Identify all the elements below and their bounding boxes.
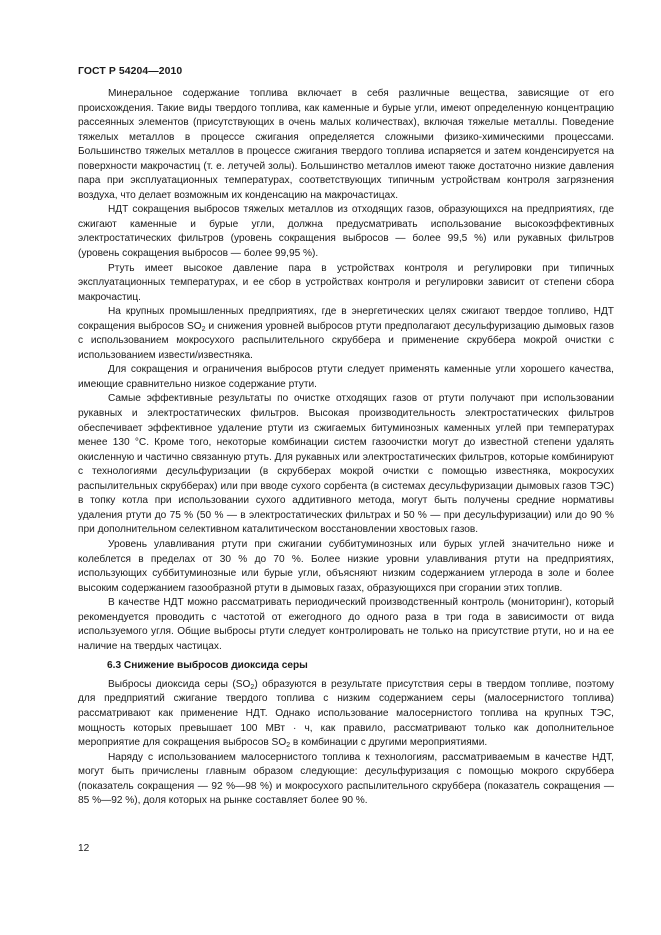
text-run: ) образуются в результате присутствия серы в твердом топливе, поэтому для предприятий сжигание твердого топлива с низким содержанием серы (малосернистого топлива) рассматривают как применение НДТ. Однако использование малосернистого топлива на крупных ТЭС, мощность которых превышает 100 МВт · ч, как правило, рассматривают только как дополнительное мероприятие для сокращения выбросов SO: [78, 678, 614, 749]
subscript: 2: [286, 742, 291, 750]
subscript: 2: [201, 325, 206, 333]
paragraph: Наряду с использованием малосернистого топлива к технологиям, рассматриваемым в качестве НДТ, могут быть причислены главным образом следующие: десульфуризация с помощью мокрого скруббера (показатель сокращения — 92 %—98 %) и мокросухого распылительного скруббера (показатель сокращения — 85 %—92 %), доля которых на рынке составляет более 90 %.: [78, 751, 614, 807]
page-number: 12: [78, 843, 90, 854]
page-body: [78, 87, 614, 809]
paragraph: Уровень улавливания ртути при сжигании суббитуминозных или бурых углей значительно ниже и колеблется в пределах от 30 % до 70 %. Более низкие уровни улавливания ртути на предприятиях, использующих суббитуминозные или бурые угли, объясняют низким содержанием углерода в золе и более высоким содержанием газообразной ртути в дымовых газах, образующихся при сгорании этих топлив.: [78, 538, 614, 594]
paragraph: НДТ сокращения выбросов тяжелых металлов из отходящих газов, образующихся на предприятиях, где сжигают каменные и бурые угли, должна предусматривать использование высокоэффективных электростатических фильтров (уровень сокращения выбросов — более 99,5 %) или рукавных фильтров (уровень сокращения выбросов — более 99,95 %).: [78, 204, 614, 260]
paragraph: [78, 678, 614, 751]
paragraph: Минеральное содержание топлива включает в себя различные вещества, зависящие от его происхождения. Такие виды твердого топлива, как каменные и бурые угли, имеют определенную концентрацию рассеянных элементов (присутствующих в очень малых количествах), включая тяжелые металлы. Поведение тяжелых металлов в процессе сжигания определяется сложными физико-химическими процессами. Большинство тяжелых металлов в процессе сжигания твердого топлива испаряется и затем конденсируется на поверхности макрочастиц (т. е. летучей золы). Большинство металлов имеют также достаточно низкие давления пара при эксплуатационных температурах, соответствующих типичным устройствам контроля загрязнения воздуха, что делает возможным их конденсацию на макрочастицах.: [78, 88, 614, 201]
section-heading: 6.3 Снижение выбросов диоксида серы: [107, 660, 308, 672]
text-run: и снижения уровней выбросов ртути предполагают десульфуризацию дымовых газов с использованием мокросухого распылительного скруббера и применение скруббера мокрой очистки с использованием извести/известняка.: [78, 320, 614, 361]
subscript: 2: [250, 683, 255, 691]
paragraph: Самые эффективные результаты по очистке отходящих газов от ртути получают при использовании рукавных и электростатических фильтров. Высокая производительность электростатических фильтров обеспечивает эффективное удаление ртути из сжигаемых битуминозных каменных углей при температурах менее 130 °С. Кроме того, некоторые комбинации систем газоочистки могут до известной степени удалять окисленную и частично связанную ртуть. Для рукавных или электростатических фильтров, которые комбинируют с технологиями десульфуризации (в скрубберах мокрой очистки с помощью известняка, мокросухих распылительных скрубберах) или при вводе сухого сорбента (в системах десульфуризации дымовых газов ТЭС) в топку котла при использовании сухого аддитивного метода, могут быть получены средние нормативы удаления ртути до 75 % (50 % — в электростатических фильтрах и 50 % — при десульфуризации) или до 90 % при дополнительном селективном каталитическом восстановлении хвостовых газов.: [78, 393, 614, 536]
paragraph: Для сокращения и ограничения выбросов ртути следует применять каменные угли хорошего качества, имеющие сравнительно низкое содержание ртути.: [78, 364, 614, 390]
paragraph: Ртуть имеет высокое давление пара в устройствах контроля и регулировки при типичных эксплуатационных температурах, и ее сбор в устройствах контроля и регулировки зависит от степени сбора макрочастиц.: [78, 262, 614, 303]
text-run: в комбинации с другими мероприятиями.: [290, 737, 488, 749]
paragraph: [78, 305, 614, 363]
text-run: На крупных промышленных предприятиях, где в энергетических целях сжигают твердое топливо, НДТ сокращения выбросов SO: [78, 306, 614, 332]
paragraph: В качестве НДТ можно рассматривать периодический производственный контроль (мониторинг), который рекомендуется проводить с частотой от ежегодного до одного раза в три года в зависимости от вида используемого угля. Общие выбросы ртути следует контролировать не только на присутствие ртути, но и на ее наличие на твердых частицах.: [78, 597, 614, 652]
document-header: ГОСТ Р 54204—2010: [78, 66, 183, 77]
text-run: Выбросы диоксида серы (SO: [108, 678, 251, 690]
